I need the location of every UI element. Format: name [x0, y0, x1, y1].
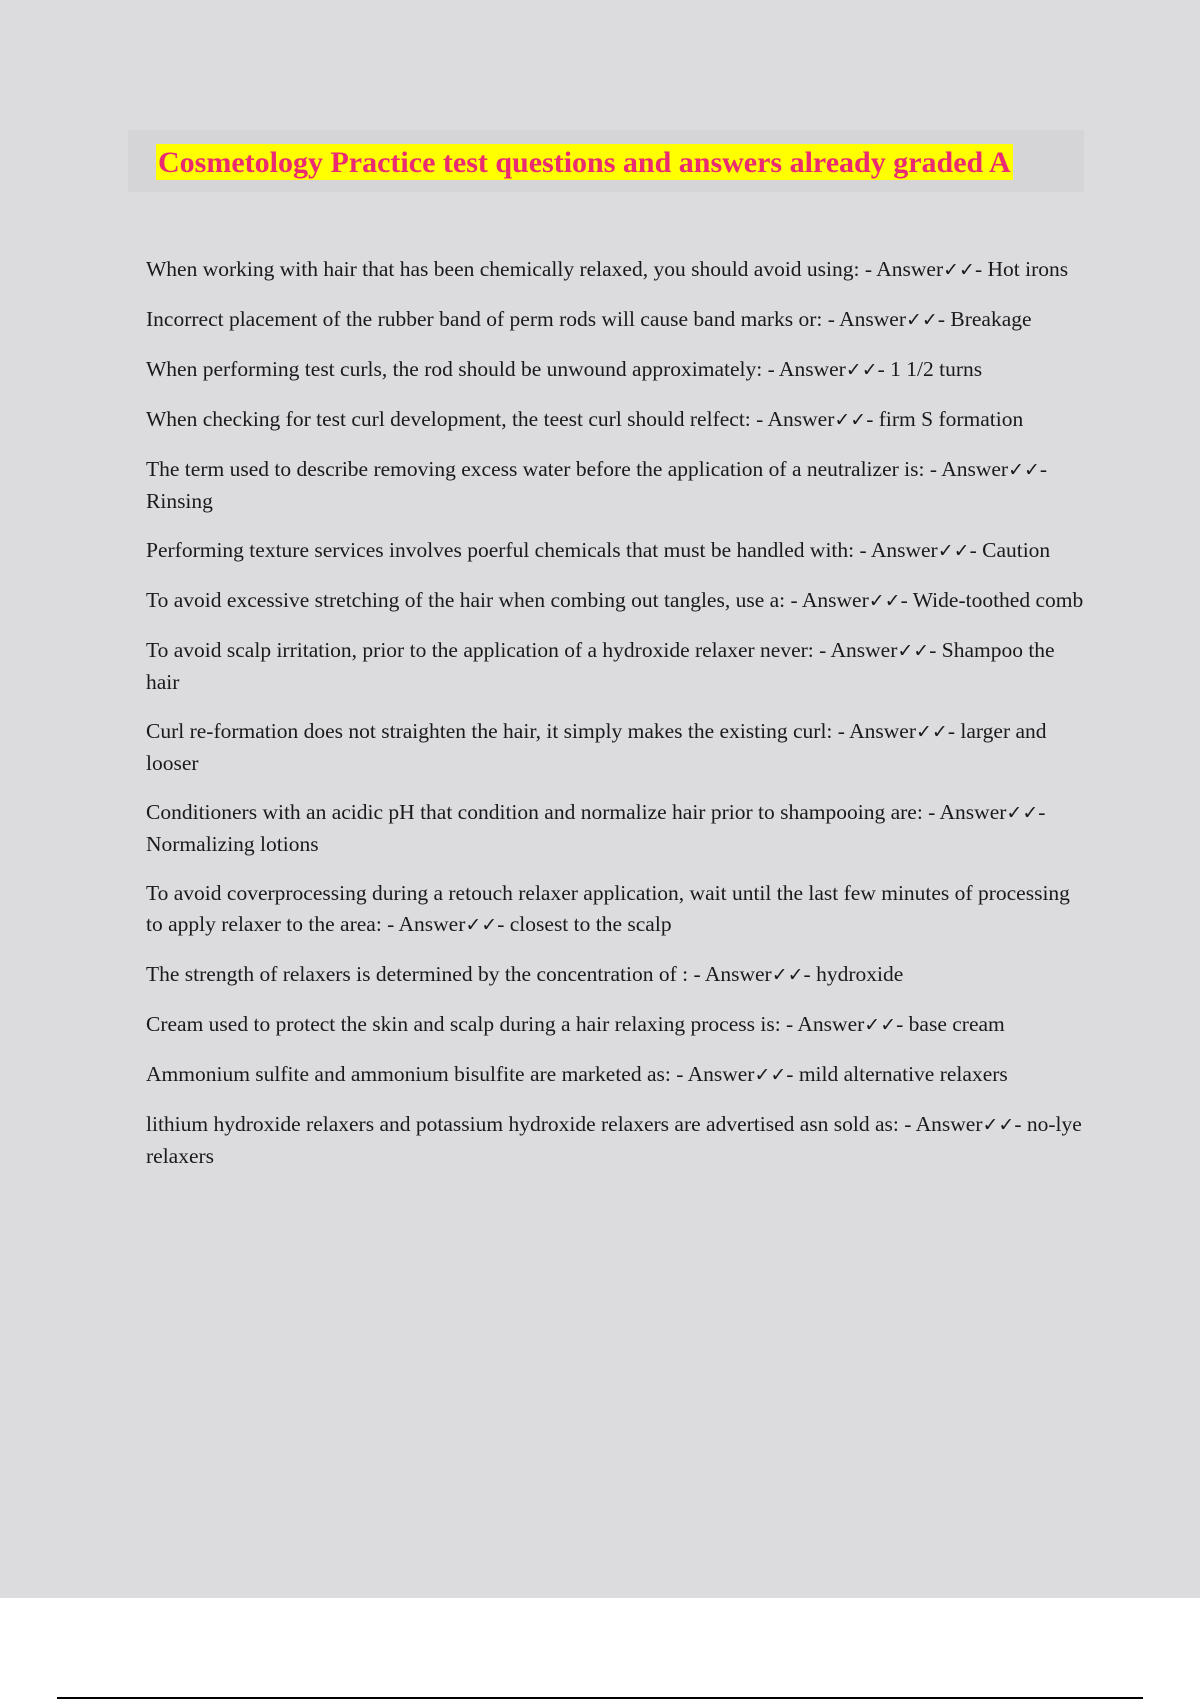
question-list — [146, 254, 1086, 1190]
answer-text: - Shampoo the hair — [146, 638, 1055, 694]
answer-marker: Answer — [870, 538, 938, 562]
answer-marker: Answer — [398, 912, 466, 936]
qa-item — [146, 1109, 1086, 1172]
qa-item — [146, 959, 1086, 991]
answer-text: - firm S formation — [866, 407, 1024, 431]
question-text: Ammonium sulfite and ammonium bisulfite are marketed as: - — [146, 1062, 688, 1086]
question-text: Curl re-formation does not straighten the hair, it simply makes the existing curl: - — [146, 719, 850, 743]
qa-item — [146, 304, 1086, 336]
double-check-icon: ✓✓ — [897, 640, 930, 662]
answer-marker: Answer — [830, 638, 898, 662]
answer-text: - Wide-toothed comb — [900, 588, 1084, 612]
double-check-icon: ✓✓ — [937, 540, 970, 562]
answer-text: - base cream — [896, 1012, 1005, 1036]
answer-marker: Answer — [915, 1112, 983, 1136]
answer-marker: Answer — [797, 1012, 865, 1036]
footer-divider — [57, 1697, 1143, 1699]
question-text: Incorrect placement of the rubber band of perm rods will cause band marks or: - — [146, 307, 840, 331]
question-text: The strength of relaxers is determined by the concentration of : - — [146, 962, 705, 986]
answer-marker: Answer — [941, 457, 1009, 481]
qa-item — [146, 354, 1086, 386]
double-check-icon: ✓✓ — [1006, 802, 1039, 824]
question-text: When performing test curls, the rod should be unwound approximately: - — [146, 357, 779, 381]
answer-text: - no-lye relaxers — [146, 1112, 1082, 1168]
answer-marker: Answer — [839, 307, 906, 331]
double-check-icon: ✓✓ — [834, 409, 867, 431]
answer-text: - Caution — [969, 538, 1051, 562]
qa-item — [146, 635, 1086, 698]
qa-item — [146, 1059, 1086, 1091]
answer-marker: Answer — [687, 1062, 755, 1086]
answer-marker: Answer — [939, 800, 1007, 824]
qa-item — [146, 716, 1086, 779]
qa-item — [146, 535, 1086, 567]
double-check-icon: ✓✓ — [906, 309, 938, 331]
answer-text: - Hot irons — [974, 257, 1069, 281]
double-check-icon: ✓✓ — [982, 1114, 1015, 1136]
answer-marker: Answer — [767, 407, 835, 431]
qa-item — [146, 585, 1086, 617]
answer-marker: Answer — [849, 719, 916, 743]
answer-marker: Answer — [876, 257, 944, 281]
qa-item — [146, 254, 1086, 286]
double-check-icon: ✓✓ — [465, 914, 498, 936]
double-check-icon: ✓✓ — [1008, 459, 1040, 481]
document-title: Cosmetology Practice test questions and answers already graded A — [158, 146, 1011, 179]
question-text: When working with hair that has been chemically relaxed, you should avoid using: - — [146, 257, 877, 281]
answer-text: - mild alternative relaxers — [786, 1062, 1008, 1086]
answer-marker: Answer — [801, 588, 869, 612]
double-check-icon: ✓✓ — [771, 964, 804, 986]
answer-text: - Rinsing — [146, 457, 1048, 513]
question-text: Cream used to protect the skin and scalp during a hair relaxing process is: - — [146, 1012, 798, 1036]
qa-item — [146, 797, 1086, 860]
question-text: To avoid excessive stretching of the hair when combing out tangles, use a: - — [146, 588, 802, 612]
answer-marker: Answer — [778, 357, 846, 381]
question-text: lithium hydroxide relaxers and potassium hydroxide relaxers are advertised asn sold as: - — [146, 1112, 916, 1136]
answer-text: - 1 1/2 turns — [877, 357, 983, 381]
answer-text: - larger and looser — [146, 719, 1047, 775]
question-text: The term used to describe removing excess water before the application of a neutralizer is: - — [146, 457, 942, 481]
answer-text: - Breakage — [937, 307, 1032, 331]
answer-text: - hydroxide — [803, 962, 904, 986]
question-text: When checking for test curl development, the teest curl should relfect: - — [146, 407, 768, 431]
double-check-icon: ✓✓ — [754, 1064, 787, 1086]
double-check-icon: ✓✓ — [864, 1014, 897, 1036]
double-check-icon: ✓✓ — [943, 259, 975, 281]
question-text: Conditioners with an acidic pH that condition and normalize hair prior to shampooing are: - — [146, 800, 940, 824]
qa-item — [146, 878, 1086, 941]
question-text: To avoid scalp irritation, prior to the application of a hydroxide relaxer never: - — [146, 638, 831, 662]
qa-item — [146, 454, 1086, 517]
answer-text: - Normalizing lotions — [146, 800, 1046, 856]
question-text: To avoid coverprocessing during a retouch relaxer application, wait until the last few minutes of processing to apply relaxer to the area: - — [146, 881, 1070, 936]
double-check-icon: ✓✓ — [845, 359, 878, 381]
answer-text: - closest to the scalp — [497, 912, 672, 936]
double-check-icon: ✓✓ — [916, 721, 948, 743]
qa-item — [146, 404, 1086, 436]
answer-marker: Answer — [704, 962, 772, 986]
qa-item — [146, 1009, 1086, 1041]
double-check-icon: ✓✓ — [868, 590, 901, 612]
question-text: Performing texture services involves poerful chemicals that must be handled with: - — [146, 538, 871, 562]
